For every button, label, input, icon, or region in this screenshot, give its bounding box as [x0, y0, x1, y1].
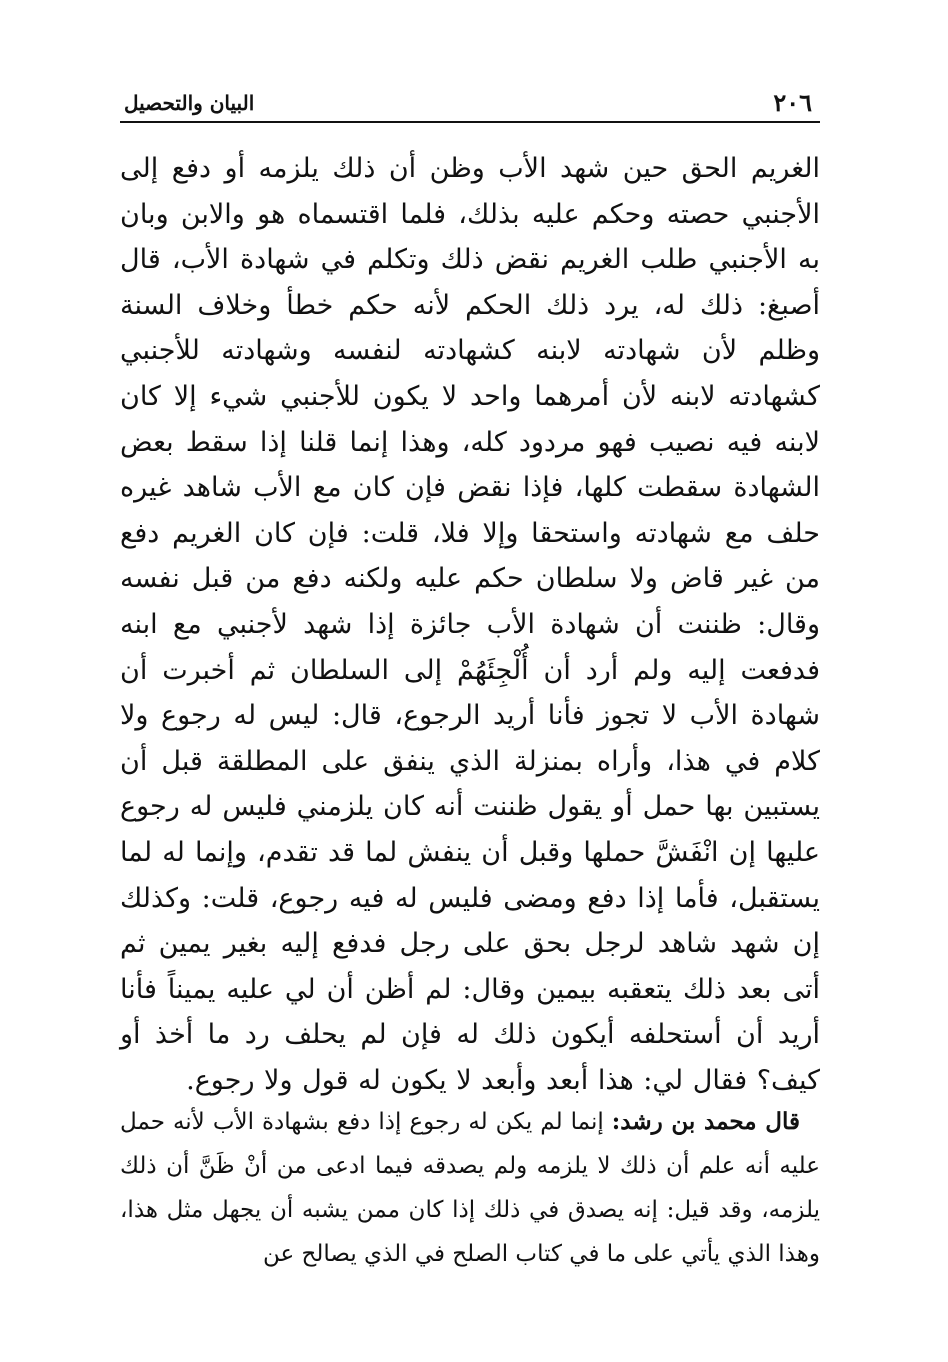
- running-title: البيان والتحصيل: [124, 91, 255, 115]
- page-header: [120, 88, 820, 120]
- page-number: ٢٠٦: [773, 88, 812, 117]
- main-paragraph: الغريم الحق حين شهد الأب وظن أن ذلك يلزمه أو دفع إلى الأجنبي حصته وحكم عليه بذلك، فلما اقتسماه هو والابن وبان به الأجنبي طلب الغريم نقض ذلك وتكلم في شهادة الأب، قال أصبغ: ذلك له، يرد ذلك الحكم لأنه حكم خطأ وخلاف السنة وظلم لأن شهادته لابنه كشهادته لنفسه وشهادته للأجنبي كشهادته لابنه لأن أمرهما واحد لا يكون للأجنبي شيء إلا كان لابنه فيه نصيب فهو مردود كله، وهذا إنما قلنا إذا سقط بعض الشهادة سقطت كلها، فإذا نقض فإن كان مع الأب شاهد غيره حلف مع شهادته واستحقا وإلا فلا، قلت: فإن كان الغريم دفع من غير قاض ولا سلطان حكم عليه ولكنه دفع من قبل نفسه وقال: ظننت أن شهادة الأب جائزة إذا شهد لأجنبي مع ابنه فدفعت إليه ولم أرد أن أُلْجِئَهُمْ إلى السلطان ثم أخبرت أن شهادة الأب لا تجوز فأنا أريد الرجوع، قال: ليس له رجوع ولا كلام في هذا، وأراه بمنزلة الذي ينفق على المطلقة قبل أن يستبين بها حمل أو يقول ظننت أنه كان يلزمني فليس له رجوع عليها إن انْفَشَّ حملها وقبل أن ينفش لما قد تقدم، وإنما له لما يستقبل، فأما إذا دفع ومضى فليس له فيه رجوع، قلت: وكذلك إن شهد شاهد لرجل بحق على رجل فدفع إليه بغير يمين ثم أتى بعد ذلك يتعقبه بيمين وقال: لم أظن أن لي عليه يميناً فأنا أريد أن أستحلفه أيكون ذلك له فإن لم يحلف رد ما أخذ أو كيف؟ فقال لي: هذا أبعد وأبعد لا يكون له قول ولا رجوع.: [120, 153, 820, 1096]
- commentary-speaker: قال محمد بن رشد:: [611, 1108, 800, 1135]
- main-text-block: [120, 146, 820, 1103]
- header-rule: [120, 121, 820, 123]
- commentary-text: إنما لم يكن له رجوع إذا دفع بشهادة الأب لأنه حمل عليه أنه علم أن ذلك لا يلزمه ولم يصدقه فيما ادعى من أنْ ظَنَّ أن ذلك يلزمه، وقد قيل: إنه يصدق في ذلك إذا كان ممن يشبه أن يجهل مثل هذا، وهذا الذي يأتي على ما في كتاب الصلح في الذي يصالح عن: [120, 1109, 820, 1267]
- commentary-paragraph: [120, 1100, 820, 1276]
